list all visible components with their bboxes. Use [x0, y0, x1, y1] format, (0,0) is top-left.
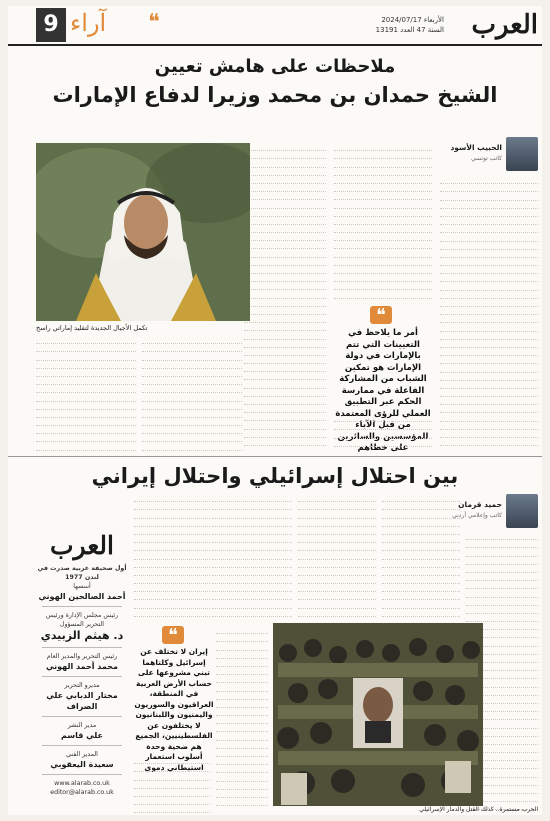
sidebar-rule — [42, 647, 122, 648]
sidebar-rule — [42, 676, 122, 677]
date-line — [376, 15, 444, 35]
portrait-illustration — [36, 143, 250, 321]
section-title: آراء — [70, 9, 107, 37]
article1-column-3 — [244, 143, 326, 451]
article2-column-3 — [298, 494, 376, 619]
sidebar-art-name: سعيدة اليعقوبي — [50, 760, 114, 769]
sidebar-email-link[interactable]: editor@alarab.co.uk — [50, 789, 114, 796]
author-role: كاتب وإعلامي أردني — [452, 512, 502, 519]
article2-column-4 — [212, 494, 292, 619]
article2-headline: بين احتلال إسرائيلي واحتلال إيراني — [91, 464, 459, 488]
pull-quote-icon: ❝ — [162, 626, 184, 644]
article2-photo-caption: الحرب مستمرة.. كذلك القتل والدمار الإسرائيلي — [419, 806, 538, 813]
sidebar-founded-label: أسسها — [73, 583, 91, 590]
sidebar-publishing-label: مدير النشر — [67, 722, 97, 729]
article1-column-1 — [440, 176, 538, 448]
sidebar-publishing-name: علي قاسم — [61, 731, 103, 740]
article1-column-5 — [142, 336, 242, 451]
article1-author — [438, 137, 538, 171]
sidebar-art-label: المدير الفني — [66, 751, 98, 758]
sidebar-rule — [42, 774, 122, 775]
sidebar-logo: العرب — [50, 531, 114, 560]
newspaper-page — [8, 6, 542, 815]
sidebar-gm-name: محمد أحمد الهوني — [46, 662, 118, 671]
sidebar-gm-label: رئيس التحرير والمدير العام — [46, 653, 118, 660]
issue-date: الأربعاء 2024/07/17 — [381, 16, 444, 24]
article2-pull-quote: إيران لا تختلف عن إسرائيل وكلتاهما تبني مشروعها على حساب الأرض العربية في المنطقة، العراقيون والسوريون واليمنيون واللبنانيون لا يختلفون عن الفلسطينيين، الجميع هم ضحية وحدة أسلوب استعمار استيطاني دموي — [134, 647, 214, 772]
masthead — [8, 6, 542, 46]
author-photo — [506, 494, 538, 528]
author-name: الحبيب الأسود — [450, 143, 502, 152]
article1-photo-caption: تكمل الأجيال الجديدة لتقليد إماراتي راسخ — [36, 324, 148, 332]
article1-kicker: ملاحظات على هامش تعيين — [154, 56, 396, 77]
sidebar-rule — [42, 716, 122, 717]
sidebar-deputies: مختار الدبابي علي الصراف — [46, 691, 118, 711]
sidebar-founder: أحمد الصالحين الهوني — [38, 592, 126, 601]
sidebar-rule — [42, 745, 122, 746]
issue-number: السنة 47 العدد 13191 — [375, 26, 444, 34]
article2-column-2 — [382, 494, 460, 619]
page-number: 9 — [36, 8, 66, 42]
article2-photo — [273, 623, 483, 806]
article1-column-4 — [36, 336, 136, 451]
pull-quote-icon: ❝ — [370, 306, 392, 324]
newspaper-logo: العرب — [471, 10, 538, 40]
sidebar-editor-name: د. هيثم الزبيدي — [40, 629, 124, 642]
article1-headline: الشيخ حمدان بن محمد وزيرا لدفاع الإمارات — [52, 83, 498, 107]
article1-pull-quote: أمر ما يلاحظ في التعيينات التي تتم بالإمارات في دولة الإمارات هو تمكين الشباب من المشاركة الفاعلة في ممارسة الحكم عبر التطبيق العملي للرؤى المعتمدة من قبل الآباء المؤسسين والسائرين على خطاهم — [335, 328, 431, 453]
sidebar-website-link[interactable]: www.alarab.co.uk — [54, 780, 110, 787]
quote-icon: ❝ — [148, 10, 160, 35]
newspaper-info-box — [36, 529, 128, 816]
article1-column-2-cont — [334, 414, 432, 452]
article1-column-2 — [334, 143, 432, 303]
sidebar-deputies-label: مديرو التحرير — [64, 682, 100, 689]
section-divider — [8, 456, 542, 457]
article2-column-5-cont — [134, 756, 210, 814]
sidebar-rule — [42, 606, 122, 607]
sidebar-editor-label: رئيس مجلس الإدارة ورئيس التحرير المسؤول — [45, 612, 119, 628]
article2-column-5 — [134, 494, 210, 622]
article2-column-6 — [216, 626, 268, 814]
author-name: حميد قرمان — [458, 500, 502, 509]
author-photo — [506, 137, 538, 171]
article1-photo — [36, 143, 250, 321]
sidebar-tagline: أول صحيفة عربية صدرت في لندن 1977 — [37, 565, 127, 581]
crowd-illustration — [273, 623, 483, 806]
author-role: كاتب تونسي — [471, 155, 502, 162]
